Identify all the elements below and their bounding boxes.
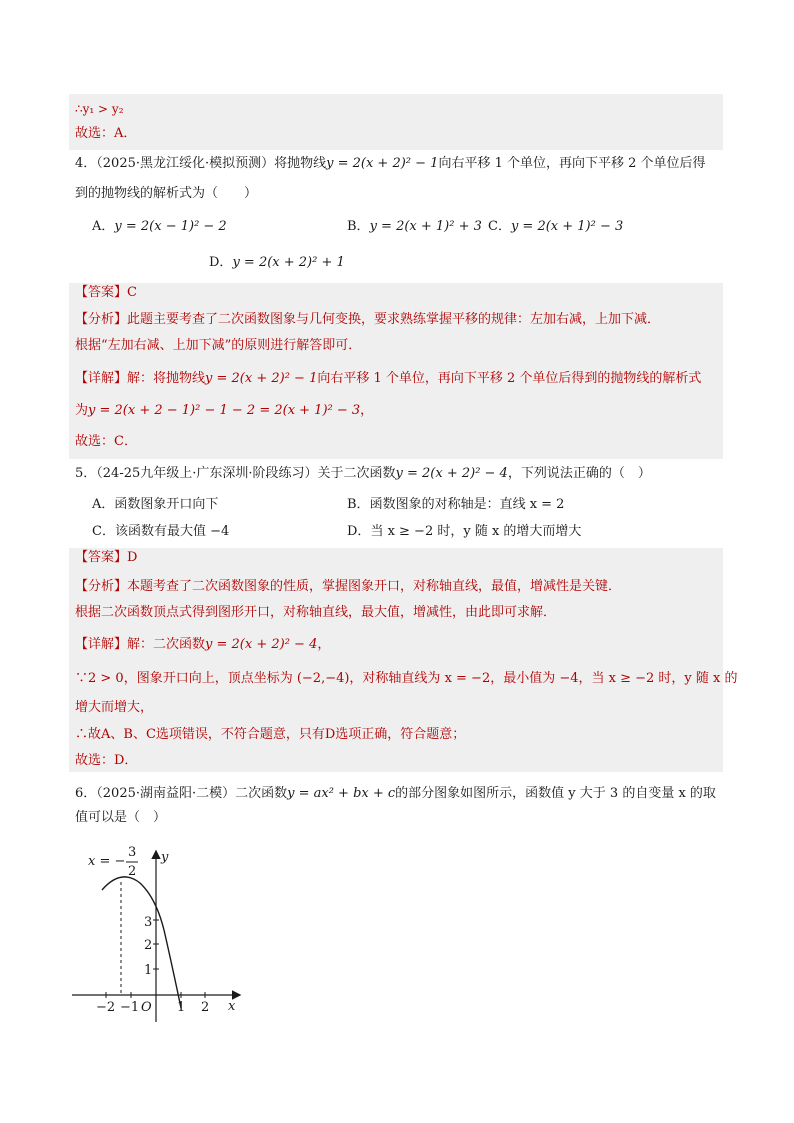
q5-analysis-1 xyxy=(75,578,621,596)
q5-option-a xyxy=(92,496,218,514)
q4-analysis-1 xyxy=(75,311,660,329)
q5-detail-2: ∵2 > 0，图象开口向上，顶点坐标为 (−2,−4)，对称轴直线为 x = −2，最小值为 −4，当 x ≥ −2 时，y 随 x 的 xyxy=(75,671,738,686)
y-axis-label: y xyxy=(161,850,169,865)
option-text: 函数图象的对称轴是：直线 x = 2 xyxy=(369,497,565,512)
q5-detail-1 xyxy=(75,636,330,654)
analysis-tag: 【分析】 xyxy=(75,579,128,594)
carry-choose: 故选：A． xyxy=(75,126,137,141)
carry-line-1: ∴y₁ > y₂ xyxy=(75,102,124,116)
option-expr: y = 2(x + 1)² − 3 xyxy=(510,219,624,234)
option-expr: y = 2(x + 1)² + 3 xyxy=(369,219,482,234)
symmetry-denominator: 2 xyxy=(128,864,137,879)
detail-text-b: ， xyxy=(360,403,374,418)
x-axis-label: x xyxy=(228,999,236,1014)
option-label: C． xyxy=(488,219,511,234)
detail-tag: 【详解】 xyxy=(75,371,128,386)
q6-stem-line-1 xyxy=(75,785,716,803)
solution-block-prev xyxy=(69,94,723,150)
q4-option-a xyxy=(92,218,227,236)
q4-choose: 故选：C． xyxy=(75,434,137,449)
q5-stem-a: 5．（24-25九年级上·广东深圳·阶段练习）关于二次函数 xyxy=(75,466,396,481)
q5-option-d xyxy=(347,523,581,541)
detail-equation: y = 2(x + 2)² − 4 xyxy=(205,637,318,652)
detail-tag: 【详解】 xyxy=(75,637,128,652)
q5-option-c xyxy=(92,523,229,541)
answer-value: C xyxy=(127,285,137,300)
q5-option-b xyxy=(347,496,564,514)
q4-option-c xyxy=(488,218,623,236)
analysis-text: 本题考查了二次函数图象的性质，掌握图象开口，对称轴直线，最值，增减性是关键． xyxy=(127,579,622,594)
q6-stem-equation: y = ax² + bx + c xyxy=(287,786,396,801)
y-tick-label-1: 1 xyxy=(144,963,153,978)
option-label: C． xyxy=(92,524,115,539)
q5-answer xyxy=(75,549,137,567)
x-tick-label-neg1: −1 xyxy=(120,1000,140,1015)
origin-label: O xyxy=(141,1000,152,1015)
option-label: D． xyxy=(209,255,233,270)
q4-answer xyxy=(75,284,137,302)
q4-analysis-2: 根据“左加右减、上加下减”的原则进行解答即可． xyxy=(75,338,362,353)
y-tick-label-2: 2 xyxy=(144,938,153,953)
detail-text-b: 向右平移 1 个单位，再向下平移 2 个单位后得到的抛物线的解析式 xyxy=(317,371,702,386)
symmetry-numerator: 3 xyxy=(128,845,137,860)
x-tick-label-neg2: −2 xyxy=(96,1000,116,1015)
option-text: 当 x ≥ −2 时，y 随 x 的增大而增大 xyxy=(370,524,582,539)
q5-choose: 故选：D． xyxy=(75,753,138,768)
answer-value: D xyxy=(127,550,138,565)
q5-analysis-2: 根据二次函数顶点式得到图形开口，对称轴直线，最大值，增减性，由此即可求解． xyxy=(75,605,557,620)
q4-stem-b: 向右平移 1 个单位，再向下平移 2 个单位后得 xyxy=(438,156,706,171)
q4-option-d xyxy=(209,254,345,272)
option-text: 该函数有最大值 −4 xyxy=(114,524,230,539)
q5-stem-b: ，下列说法正确的（ ） xyxy=(507,466,651,481)
q5-stem-equation: y = 2(x + 2)² − 4 xyxy=(395,466,508,481)
q6-stem-b: 的部分图象如图所示，函数值 y 大于 3 的自变量 x 的取 xyxy=(395,786,716,801)
detail-equation: y = 2(x + 2 − 1)² − 1 − 2 = 2(x + 1)² − 3 xyxy=(88,403,361,418)
answer-tag: 【答案】 xyxy=(75,550,128,565)
analysis-tag: 【分析】 xyxy=(75,312,128,327)
q4-detail-1 xyxy=(75,370,701,388)
analysis-text: 此题主要考查了二次函数图象与几何变换，要求熟练掌握平移的规律：左加右减，上加下减． xyxy=(127,312,661,327)
x-tick-label-2: 2 xyxy=(201,1000,210,1015)
q5-detail-4: ∴故A、B、C选项错误，不符合题意，只有D选项正确，符合题意； xyxy=(75,727,466,742)
q4-stem-a: 4．（2025·黑龙江绥化·模拟预测）将抛物线 xyxy=(75,156,327,171)
option-label: A． xyxy=(92,219,115,234)
option-label: B． xyxy=(347,497,370,512)
symmetry-label: x = − xyxy=(88,854,126,869)
option-label: A． xyxy=(92,497,115,512)
q4-stem-line-1 xyxy=(75,155,706,173)
option-expr: y = 2(x − 1)² − 2 xyxy=(114,219,227,234)
detail-equation: y = 2(x + 2)² − 1 xyxy=(205,371,318,386)
detail-text-b: ， xyxy=(317,637,331,652)
parabola-curve xyxy=(102,877,181,1008)
option-label: B． xyxy=(347,219,370,234)
q6-stem-line-2: 值可以是（ ） xyxy=(75,810,167,825)
q5-detail-3: 增大而增大， xyxy=(75,700,154,715)
q4-stem-equation: y = 2(x + 2)² − 1 xyxy=(326,156,439,171)
q4-detail-2 xyxy=(75,402,373,420)
y-tick-label-3: 3 xyxy=(144,915,153,930)
option-expr: y = 2(x + 2)² + 1 xyxy=(232,255,345,270)
detail-text-a: 解：二次函数 xyxy=(127,637,206,652)
q4-stem-line-2: 到的抛物线的解析式为（ ） xyxy=(75,186,258,201)
detail-text-a: 为 xyxy=(75,403,89,418)
parabola-graph xyxy=(64,840,254,1030)
detail-text-a: 解：将抛物线 xyxy=(127,371,206,386)
option-label: D． xyxy=(347,524,371,539)
option-text: 函数图象开口向下 xyxy=(114,497,219,512)
q5-stem xyxy=(75,465,651,483)
answer-tag: 【答案】 xyxy=(75,285,128,300)
x-tick-label-1: 1 xyxy=(177,1000,186,1015)
q4-option-b xyxy=(347,218,482,236)
q6-stem-a: 6．（2025·湖南益阳·二模）二次函数 xyxy=(75,786,288,801)
